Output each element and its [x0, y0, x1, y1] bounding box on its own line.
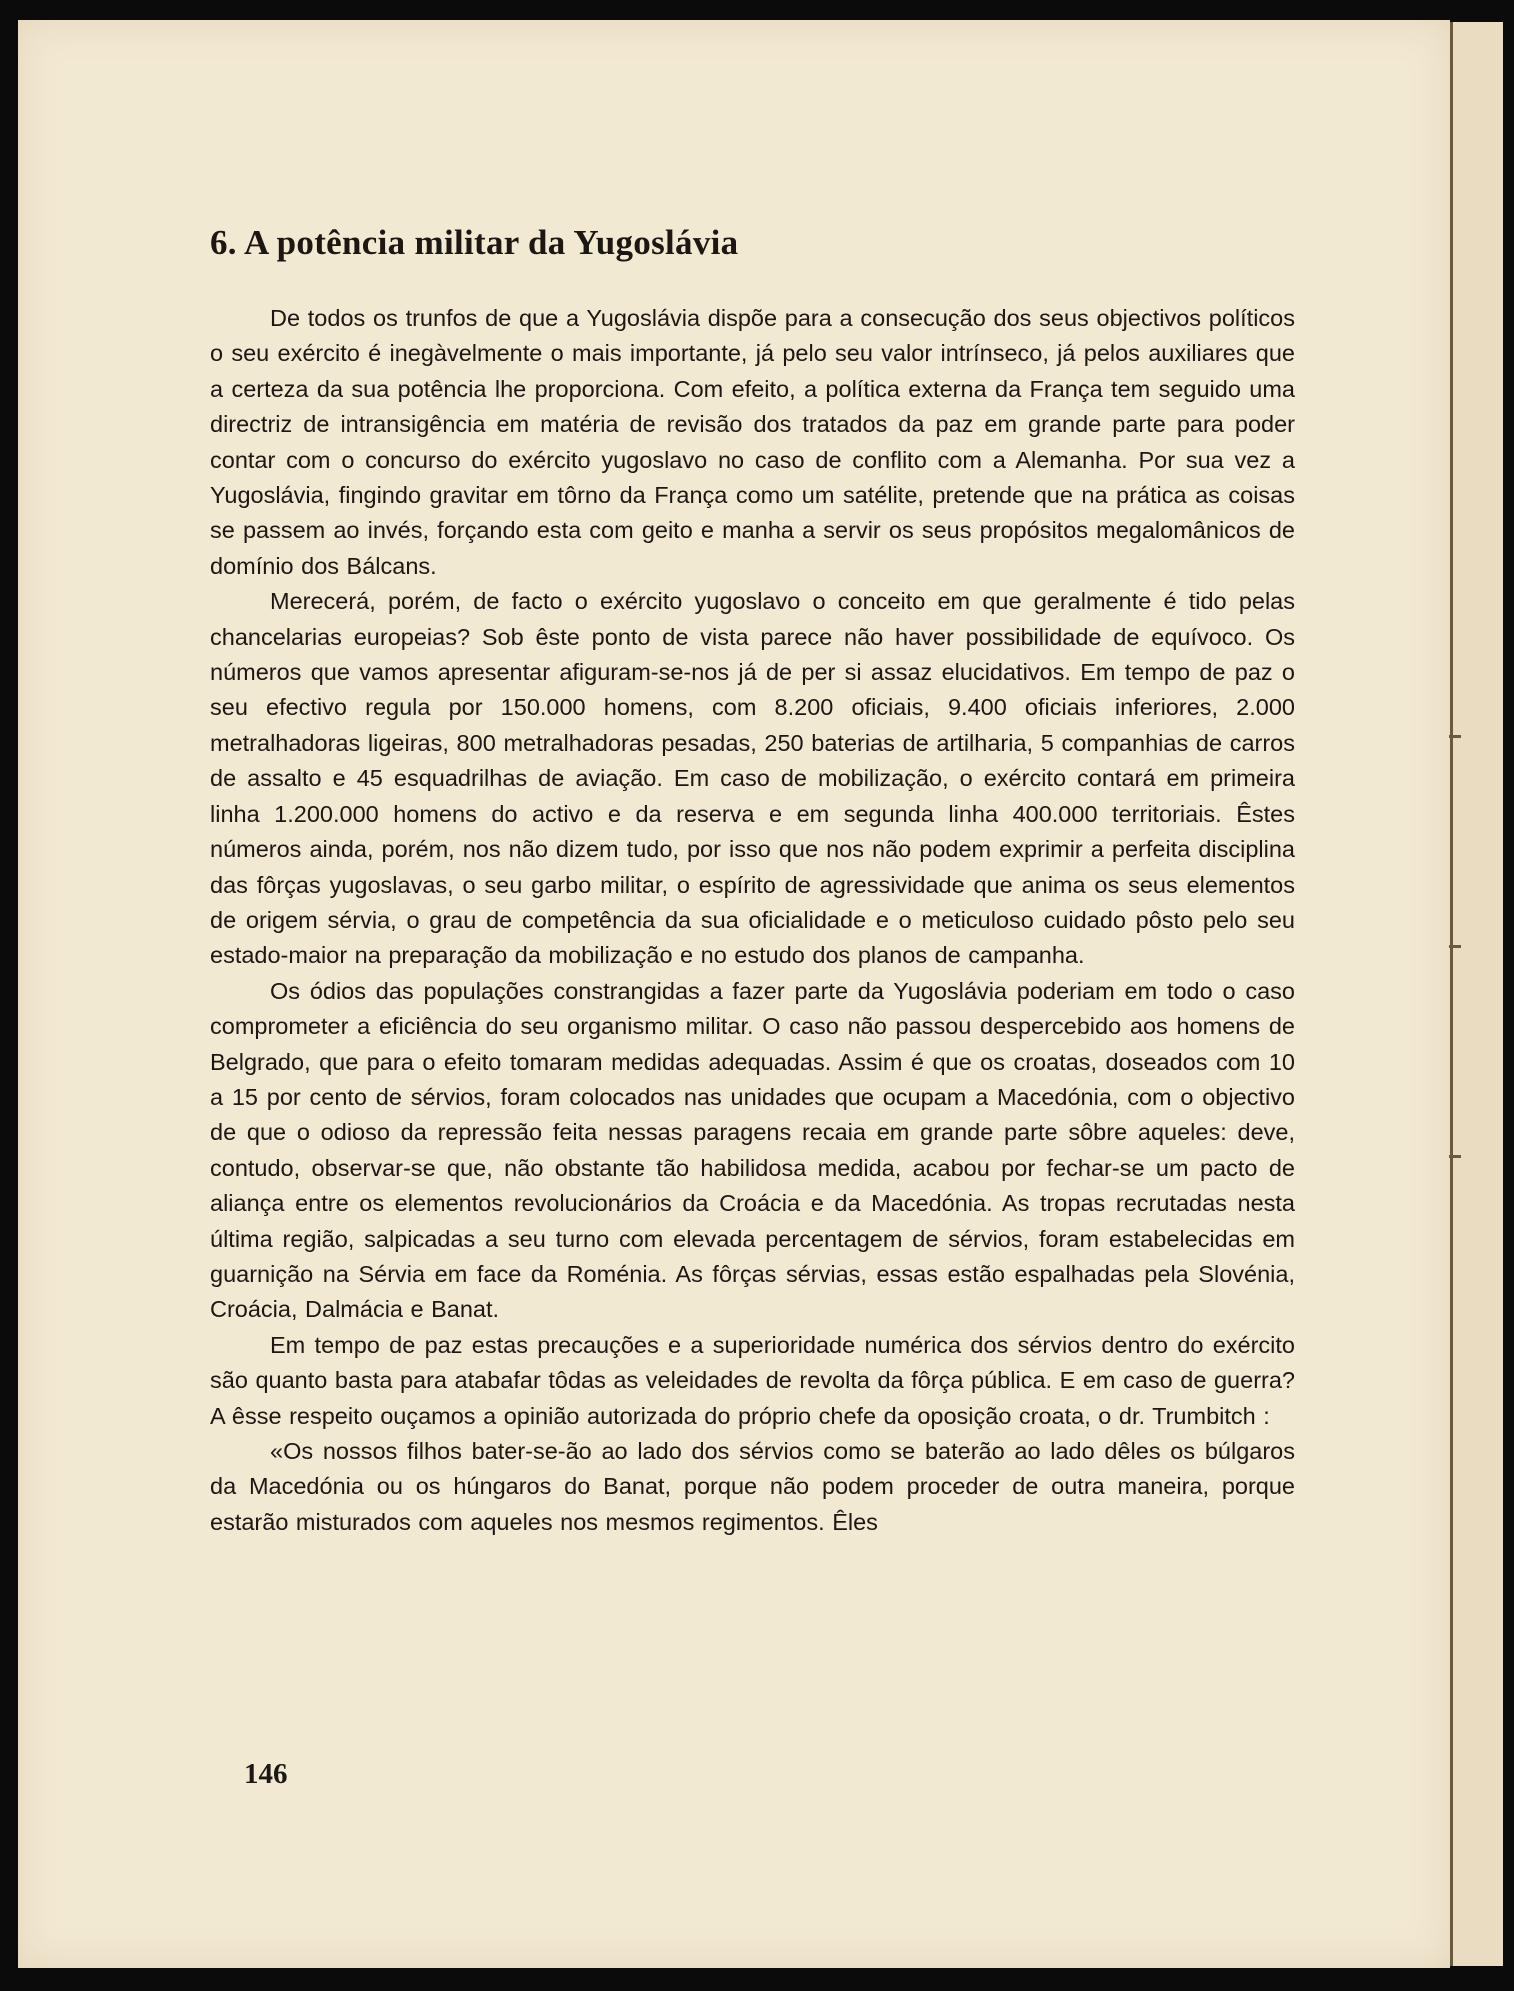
- paragraph-1: De todos os trunfos de que a Yugoslávia dispõe para a consecução dos seus objectivos políticos o seu exército é inegàvelmente o mais importante, já pelo seu valor intrínseco, já pelos auxiliares que a certeza da sua potência lhe proporciona. Com efeito, a política externa da França tem seguido uma directriz de intransigência em matéria de revisão dos tratados da paz em grande parte para poder contar com o concurso do exército yugoslavo no caso de conflito com a Alemanha. Por sua vez a Yugoslávia, fingindo gravitar em tôrno da França como um satélite, pretende que na prática as coisas se passem ao invés, forçando esta com geito e manha a servir os seus propósitos megalomânicos de domínio dos Bálcans.: [210, 305, 1295, 579]
- page-edge-mark: [1449, 1155, 1461, 1158]
- paragraph-4: Em tempo de paz estas precauções e a superioridade numérica dos sérvios dentro do exército são quanto basta para atabafar tôdas as veleidades de revolta da fôrça pública. E em caso de guerra? A êsse respeito ouçamos a opinião autorizada do próprio chefe da oposição croata, o dr. Trumbitch :: [210, 1331, 1295, 1429]
- page-content: [210, 205, 1295, 1540]
- paragraph-5-quote: «Os nossos filhos bater-se-ão ao lado dos sérvios como se baterão ao lado dêles os búlgaros da Macedónia ou os húngaros do Banat, porque não podem proceder de outra maneira, porque estarão misturados com aqueles nos mesmos regimentos. Êles: [210, 1438, 1295, 1535]
- page-number: 146: [244, 1758, 288, 1790]
- page-edge-mark: [1449, 945, 1461, 948]
- section-title: 6. A potência militar da Yugoslávia: [210, 223, 739, 262]
- facing-page-edge: [1450, 22, 1503, 1966]
- paragraph-2: Merecerá, porém, de facto o exército yugoslavo o conceito em que geralmente é tido pelas chancelarias europeias? Sob êste ponto de vista parece não haver possibilidade de equívoco. Os números que vamos apresentar afiguram-se-nos já de per si assaz elucidativos. Em tempo de paz o seu efectivo regula por 150.000 homens, com 8.200 oficiais, 9.400 oficiais inferiores, 2.000 metralhadoras ligeiras, 800 metralhadoras pesadas, 250 baterias de artilharia, 5 companhias de carros de assalto e 45 esquadrilhas de aviação. Em caso de mobilização, o exército contará em primeira linha 1.200.000 homens do activo e da reserva e em segunda linha 400.000 territoriais. Êstes números ainda, porém, nos não dizem tudo, por isso que nos não podem exprimir a perfeita disciplina das fôrças yugoslavas, o seu garbo militar, o espírito de agressividade que anima os seus elementos de origem sérvia, o grau de competência da sua oficialidade e o meticuloso cuidado pôsto pelo seu estado-maior na preparação da mobilização e no estudo dos planos de campanha.: [210, 588, 1295, 969]
- paragraph-3: Os ódios das populações constrangidas a fazer parte da Yugoslávia poderiam em todo o caso comprometer a eficiência do seu organismo militar. O caso não passou despercebido aos homens de Belgrado, que para o efeito tomaram medidas adequadas. Assim é que os croatas, doseados com 10 a 15 por cento de sérvios, foram colocados nas unidades que ocupam a Macedónia, com o objectivo de que o odioso da repressão feita nessas paragens recaia em grande parte sôbre aqueles: deve, contudo, observar-se que, não obstante tão habilidosa medida, acabou por fechar-se um pacto de aliança entre os elementos revolucionários da Croácia e da Macedónia. As tropas recrutadas nesta última região, salpicadas a seu turno com elevada percentagem de sérvios, foram estabelecidas em guarnição na Sérvia em face da Roménia. As fôrças sérvias, essas estão espalhadas pela Slovénia, Croácia, Dalmácia e Banat.: [210, 977, 1295, 1323]
- page-edge-mark: [1449, 735, 1461, 738]
